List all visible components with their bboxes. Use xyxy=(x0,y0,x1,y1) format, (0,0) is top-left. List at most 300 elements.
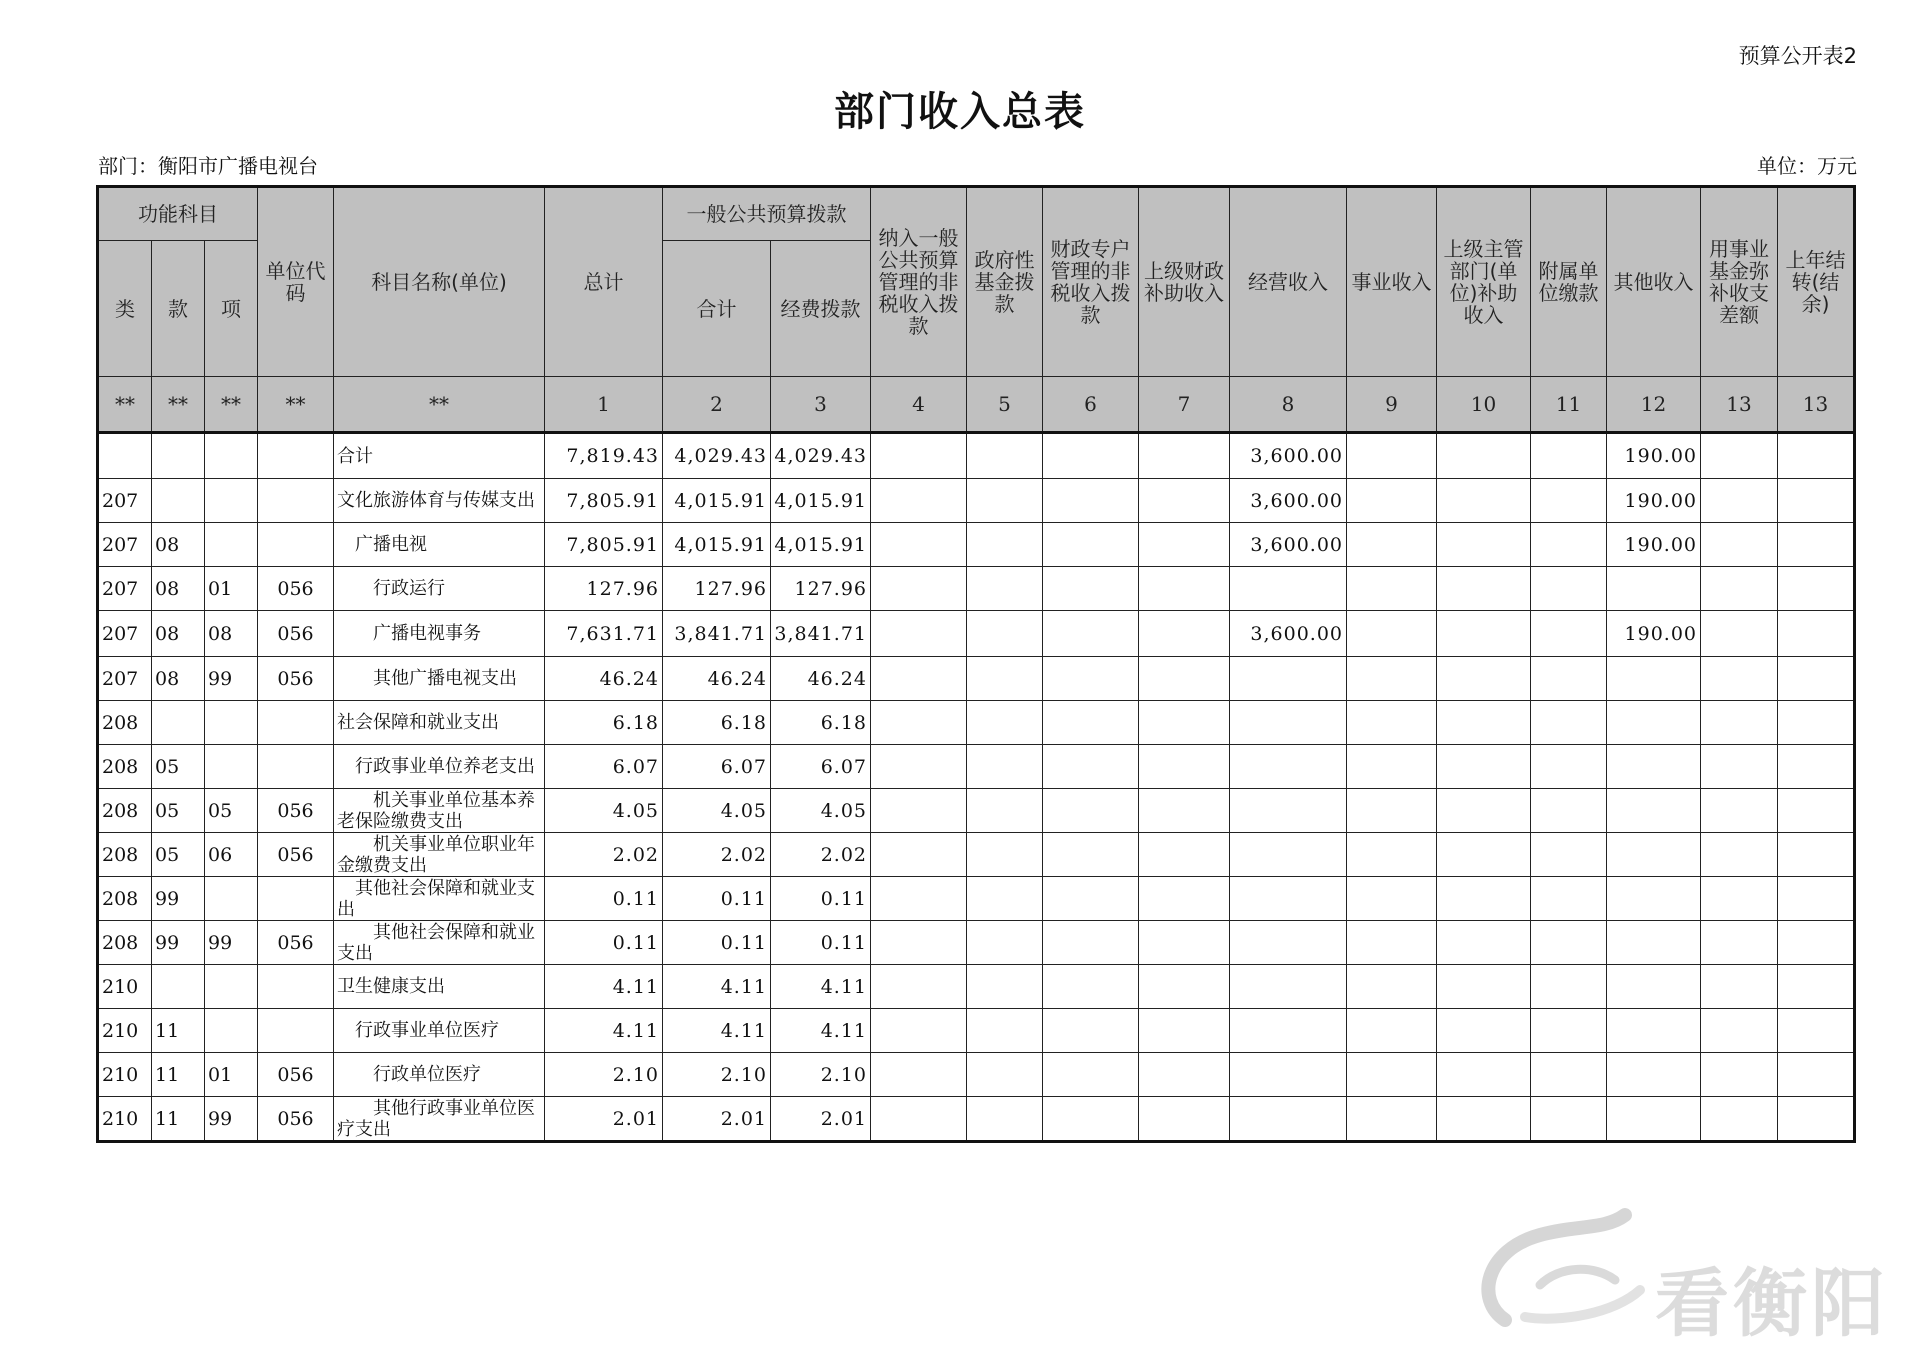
fund-balance-cell xyxy=(1701,789,1778,833)
unit-code-cell: 056 xyxy=(258,789,334,833)
carryover-cell xyxy=(1778,1009,1855,1053)
total-cell: 2.10 xyxy=(545,1053,663,1097)
gov-fund-cell xyxy=(967,657,1043,701)
index-cell: 11 xyxy=(1531,377,1607,433)
total-cell: 2.01 xyxy=(545,1097,663,1142)
non-tax-cell xyxy=(871,1009,967,1053)
other-cell: 190.00 xyxy=(1607,611,1701,657)
index-cell: 9 xyxy=(1347,377,1437,433)
fund-balance-cell xyxy=(1701,433,1778,479)
index-cell: ** xyxy=(258,377,334,433)
total-cell: 6.07 xyxy=(545,745,663,789)
table-row xyxy=(98,567,1855,611)
business-cell xyxy=(1347,789,1437,833)
lei-cell: 208 xyxy=(98,745,152,789)
other-cell: 190.00 xyxy=(1607,479,1701,523)
subject-name-cell: 行政事业单位医疗 xyxy=(334,1009,545,1053)
business-cell xyxy=(1347,745,1437,789)
table-row xyxy=(98,657,1855,701)
header-non-tax-in-budget: 纳入一般公共预算管理的非税收入拨款 xyxy=(871,187,967,377)
superior-fiscal-cell xyxy=(1139,1053,1230,1097)
affiliated-cell xyxy=(1531,921,1607,965)
non-tax-cell xyxy=(871,1053,967,1097)
affiliated-cell xyxy=(1531,567,1607,611)
subtotal-cell: 3,841.71 xyxy=(663,611,771,657)
subtotal-cell: 6.18 xyxy=(663,701,771,745)
xiang-cell xyxy=(205,1009,258,1053)
fiscal-special-cell xyxy=(1043,877,1139,921)
non-tax-cell xyxy=(871,965,967,1009)
operating-cell xyxy=(1230,833,1347,877)
total-cell: 7,819.43 xyxy=(545,433,663,479)
superior-fiscal-cell xyxy=(1139,921,1230,965)
xiang-cell: 99 xyxy=(205,921,258,965)
xiang-cell xyxy=(205,965,258,1009)
affiliated-cell xyxy=(1531,611,1607,657)
xiang-cell: 99 xyxy=(205,657,258,701)
non-tax-cell xyxy=(871,701,967,745)
superior-fiscal-cell xyxy=(1139,789,1230,833)
funds-cell: 2.02 xyxy=(771,833,871,877)
header-fund-balance: 用事业基金弥补收支差额 xyxy=(1701,187,1778,377)
fund-balance-cell xyxy=(1701,611,1778,657)
table-row xyxy=(98,877,1855,921)
index-cell: 3 xyxy=(771,377,871,433)
other-cell xyxy=(1607,877,1701,921)
subtotal-cell: 4.11 xyxy=(663,965,771,1009)
operating-cell xyxy=(1230,701,1347,745)
funds-cell: 4,029.43 xyxy=(771,433,871,479)
index-cell: 13 xyxy=(1778,377,1855,433)
index-cell: ** xyxy=(152,377,205,433)
affiliated-cell xyxy=(1531,833,1607,877)
subject-name-cell: 其他行政事业单位医疗支出 xyxy=(334,1097,545,1142)
superior-dept-cell xyxy=(1437,611,1531,657)
lei-cell: 210 xyxy=(98,1097,152,1142)
unit-code-cell xyxy=(258,523,334,567)
superior-dept-cell xyxy=(1437,433,1531,479)
gov-fund-cell xyxy=(967,921,1043,965)
total-cell: 2.02 xyxy=(545,833,663,877)
non-tax-cell xyxy=(871,745,967,789)
non-tax-cell xyxy=(871,479,967,523)
header-funds: 经费拨款 xyxy=(771,241,871,377)
unit-code-cell xyxy=(258,965,334,1009)
superior-fiscal-cell xyxy=(1139,479,1230,523)
business-cell xyxy=(1347,833,1437,877)
xiang-cell xyxy=(205,433,258,479)
other-cell xyxy=(1607,1009,1701,1053)
fund-balance-cell xyxy=(1701,657,1778,701)
lei-cell: 207 xyxy=(98,657,152,701)
kuan-cell: 08 xyxy=(152,523,205,567)
non-tax-cell xyxy=(871,567,967,611)
non-tax-cell xyxy=(871,611,967,657)
unit-code-cell: 056 xyxy=(258,833,334,877)
subject-name-cell: 机关事业单位基本养老保险缴费支出 xyxy=(334,789,545,833)
index-cell: 12 xyxy=(1607,377,1701,433)
unit-code-cell xyxy=(258,877,334,921)
business-cell xyxy=(1347,701,1437,745)
funds-cell: 2.01 xyxy=(771,1097,871,1142)
total-cell: 46.24 xyxy=(545,657,663,701)
business-cell xyxy=(1347,567,1437,611)
subject-name-cell: 广播电视事务 xyxy=(334,611,545,657)
affiliated-cell xyxy=(1531,523,1607,567)
unit-code-cell xyxy=(258,479,334,523)
other-cell xyxy=(1607,745,1701,789)
index-cell: 1 xyxy=(545,377,663,433)
table-row xyxy=(98,745,1855,789)
carryover-cell xyxy=(1778,657,1855,701)
funds-cell: 4.05 xyxy=(771,789,871,833)
subject-name-cell: 行政事业单位养老支出 xyxy=(334,745,545,789)
superior-fiscal-cell xyxy=(1139,1009,1230,1053)
affiliated-cell xyxy=(1531,789,1607,833)
kuan-cell: 08 xyxy=(152,611,205,657)
gov-fund-cell xyxy=(967,1053,1043,1097)
non-tax-cell xyxy=(871,657,967,701)
business-cell xyxy=(1347,1053,1437,1097)
index-cell: 6 xyxy=(1043,377,1139,433)
carryover-cell xyxy=(1778,523,1855,567)
lei-cell: 210 xyxy=(98,1053,152,1097)
carryover-cell xyxy=(1778,701,1855,745)
fiscal-special-cell xyxy=(1043,611,1139,657)
lei-cell: 207 xyxy=(98,611,152,657)
operating-cell xyxy=(1230,965,1347,1009)
superior-dept-cell xyxy=(1437,877,1531,921)
business-cell xyxy=(1347,523,1437,567)
total-cell: 6.18 xyxy=(545,701,663,745)
fiscal-special-cell xyxy=(1043,657,1139,701)
other-cell xyxy=(1607,965,1701,1009)
carryover-cell xyxy=(1778,965,1855,1009)
superior-fiscal-cell xyxy=(1139,567,1230,611)
subtotal-cell: 2.01 xyxy=(663,1097,771,1142)
superior-dept-cell xyxy=(1437,1097,1531,1142)
header-lei: 类 xyxy=(98,241,152,377)
fiscal-special-cell xyxy=(1043,833,1139,877)
operating-cell xyxy=(1230,877,1347,921)
table-row xyxy=(98,921,1855,965)
xiang-cell: 01 xyxy=(205,567,258,611)
unit-code-cell: 056 xyxy=(258,921,334,965)
lei-cell: 208 xyxy=(98,833,152,877)
subject-name-cell: 合计 xyxy=(334,433,545,479)
lei-cell: 207 xyxy=(98,567,152,611)
gov-fund-cell xyxy=(967,567,1043,611)
subtotal-cell: 0.11 xyxy=(663,921,771,965)
superior-fiscal-cell xyxy=(1139,965,1230,1009)
superior-dept-cell xyxy=(1437,921,1531,965)
affiliated-cell xyxy=(1531,877,1607,921)
subtotal-cell: 4.11 xyxy=(663,1009,771,1053)
funds-cell: 6.07 xyxy=(771,745,871,789)
kuan-cell: 99 xyxy=(152,877,205,921)
header-total: 总计 xyxy=(545,187,663,377)
superior-dept-cell xyxy=(1437,1009,1531,1053)
fiscal-special-cell xyxy=(1043,965,1139,1009)
subtotal-cell: 2.02 xyxy=(663,833,771,877)
header-kuan: 款 xyxy=(152,241,205,377)
affiliated-cell xyxy=(1531,1097,1607,1142)
header-subtotal: 合计 xyxy=(663,241,771,377)
fund-balance-cell xyxy=(1701,1053,1778,1097)
header-fiscal-special: 财政专户管理的非税收入拨款 xyxy=(1043,187,1139,377)
kuan-cell: 11 xyxy=(152,1053,205,1097)
total-cell: 0.11 xyxy=(545,921,663,965)
fund-balance-cell xyxy=(1701,833,1778,877)
kuan-cell: 08 xyxy=(152,657,205,701)
gov-fund-cell xyxy=(967,745,1043,789)
fund-balance-cell xyxy=(1701,479,1778,523)
unit-code-cell: 056 xyxy=(258,567,334,611)
subject-name-cell: 其他社会保障和就业支出 xyxy=(334,877,545,921)
total-cell: 7,805.91 xyxy=(545,479,663,523)
superior-fiscal-cell xyxy=(1139,745,1230,789)
lei-cell: 207 xyxy=(98,479,152,523)
index-cell: ** xyxy=(205,377,258,433)
gov-fund-cell xyxy=(967,833,1043,877)
business-cell xyxy=(1347,921,1437,965)
unit-code-cell xyxy=(258,1009,334,1053)
lei-cell: 207 xyxy=(98,523,152,567)
superior-fiscal-cell xyxy=(1139,1097,1230,1142)
index-cell: 10 xyxy=(1437,377,1531,433)
superior-dept-cell xyxy=(1437,523,1531,567)
index-cell: ** xyxy=(98,377,152,433)
table-row xyxy=(98,965,1855,1009)
unit-code-cell xyxy=(258,433,334,479)
lei-cell: 210 xyxy=(98,965,152,1009)
xiang-cell xyxy=(205,701,258,745)
operating-cell: 3,600.00 xyxy=(1230,523,1347,567)
lei-cell: 208 xyxy=(98,789,152,833)
subtotal-cell: 4,015.91 xyxy=(663,523,771,567)
fiscal-special-cell xyxy=(1043,1097,1139,1142)
other-cell xyxy=(1607,1097,1701,1142)
table-row xyxy=(98,789,1855,833)
xiang-cell: 08 xyxy=(205,611,258,657)
lei-cell: 210 xyxy=(98,1009,152,1053)
non-tax-cell xyxy=(871,1097,967,1142)
unit-code-cell: 056 xyxy=(258,1053,334,1097)
lei-cell: 208 xyxy=(98,877,152,921)
fiscal-special-cell xyxy=(1043,1009,1139,1053)
kuan-cell: 05 xyxy=(152,745,205,789)
business-cell xyxy=(1347,479,1437,523)
unit-code-cell: 056 xyxy=(258,1097,334,1142)
kuan-cell xyxy=(152,701,205,745)
operating-cell xyxy=(1230,657,1347,701)
subtotal-cell: 46.24 xyxy=(663,657,771,701)
business-cell xyxy=(1347,657,1437,701)
xiang-cell: 06 xyxy=(205,833,258,877)
fund-balance-cell xyxy=(1701,1097,1778,1142)
total-cell: 0.11 xyxy=(545,877,663,921)
subject-name-cell: 机关事业单位职业年金缴费支出 xyxy=(334,833,545,877)
fiscal-special-cell xyxy=(1043,567,1139,611)
carryover-cell xyxy=(1778,921,1855,965)
operating-cell xyxy=(1230,1053,1347,1097)
total-cell: 127.96 xyxy=(545,567,663,611)
business-cell xyxy=(1347,433,1437,479)
gov-fund-cell xyxy=(967,1097,1043,1142)
header-general-budget: 一般公共预算拨款 xyxy=(663,187,871,241)
table-row xyxy=(98,833,1855,877)
kuan-cell: 05 xyxy=(152,789,205,833)
subject-name-cell: 行政单位医疗 xyxy=(334,1053,545,1097)
non-tax-cell xyxy=(871,523,967,567)
table-row xyxy=(98,479,1855,523)
kuan-cell: 99 xyxy=(152,921,205,965)
header-superior-dept: 上级主管部门(单位)补助收入 xyxy=(1437,187,1531,377)
subtotal-cell: 6.07 xyxy=(663,745,771,789)
funds-cell: 4.11 xyxy=(771,1009,871,1053)
carryover-cell xyxy=(1778,611,1855,657)
index-cell: 4 xyxy=(871,377,967,433)
operating-cell xyxy=(1230,1097,1347,1142)
lei-cell xyxy=(98,433,152,479)
index-cell: ** xyxy=(334,377,545,433)
index-cell: 8 xyxy=(1230,377,1347,433)
gov-fund-cell xyxy=(967,965,1043,1009)
funds-cell: 2.10 xyxy=(771,1053,871,1097)
superior-fiscal-cell xyxy=(1139,611,1230,657)
income-summary-table xyxy=(96,185,1856,1143)
table-row xyxy=(98,433,1855,479)
page-title: 部门收入总表 xyxy=(834,89,1086,135)
header-gov-fund: 政府性基金拨款 xyxy=(967,187,1043,377)
non-tax-cell xyxy=(871,921,967,965)
lei-cell: 208 xyxy=(98,921,152,965)
funds-cell: 46.24 xyxy=(771,657,871,701)
subject-name-cell: 其他社会保障和就业支出 xyxy=(334,921,545,965)
lei-cell: 208 xyxy=(98,701,152,745)
gov-fund-cell xyxy=(967,523,1043,567)
fiscal-special-cell xyxy=(1043,789,1139,833)
xiang-cell xyxy=(205,523,258,567)
fund-balance-cell xyxy=(1701,701,1778,745)
gov-fund-cell xyxy=(967,611,1043,657)
kuan-cell xyxy=(152,479,205,523)
kuan-cell: 08 xyxy=(152,567,205,611)
fund-balance-cell xyxy=(1701,745,1778,789)
gov-fund-cell xyxy=(967,877,1043,921)
fund-balance-cell xyxy=(1701,1009,1778,1053)
subject-name-cell: 卫生健康支出 xyxy=(334,965,545,1009)
operating-cell: 3,600.00 xyxy=(1230,433,1347,479)
gov-fund-cell xyxy=(967,479,1043,523)
carryover-cell xyxy=(1778,789,1855,833)
table-row xyxy=(98,611,1855,657)
index-cell: 5 xyxy=(967,377,1043,433)
carryover-cell xyxy=(1778,833,1855,877)
superior-dept-cell xyxy=(1437,479,1531,523)
total-cell: 4.11 xyxy=(545,965,663,1009)
superior-fiscal-cell xyxy=(1139,657,1230,701)
gov-fund-cell xyxy=(967,789,1043,833)
xiang-cell: 01 xyxy=(205,1053,258,1097)
superior-dept-cell xyxy=(1437,657,1531,701)
operating-cell: 3,600.00 xyxy=(1230,479,1347,523)
other-cell xyxy=(1607,833,1701,877)
funds-cell: 127.96 xyxy=(771,567,871,611)
business-cell xyxy=(1347,877,1437,921)
fund-balance-cell xyxy=(1701,567,1778,611)
subtotal-cell: 0.11 xyxy=(663,877,771,921)
affiliated-cell xyxy=(1531,701,1607,745)
carryover-cell xyxy=(1778,433,1855,479)
unit-code-cell: 056 xyxy=(258,657,334,701)
fund-balance-cell xyxy=(1701,877,1778,921)
xiang-cell xyxy=(205,877,258,921)
unit-code-cell xyxy=(258,701,334,745)
header-xiang: 项 xyxy=(205,241,258,377)
xiang-cell xyxy=(205,479,258,523)
table-row xyxy=(98,1053,1855,1097)
unit-label: 单位：万元 xyxy=(1757,154,1857,178)
other-cell: 190.00 xyxy=(1607,523,1701,567)
header-subject-name: 科目名称(单位) xyxy=(334,187,545,377)
operating-cell: 3,600.00 xyxy=(1230,611,1347,657)
subtotal-cell: 4.05 xyxy=(663,789,771,833)
header-unit-code: 单位代码 xyxy=(258,187,334,377)
operating-cell xyxy=(1230,745,1347,789)
header-func-subject: 功能科目 xyxy=(98,187,258,241)
subtotal-cell: 127.96 xyxy=(663,567,771,611)
header-superior-fiscal: 上级财政补助收入 xyxy=(1139,187,1230,377)
affiliated-cell xyxy=(1531,1053,1607,1097)
total-cell: 4.05 xyxy=(545,789,663,833)
other-cell xyxy=(1607,1053,1701,1097)
superior-dept-cell xyxy=(1437,833,1531,877)
kuan-cell: 11 xyxy=(152,1009,205,1053)
fund-balance-cell xyxy=(1701,523,1778,567)
fiscal-special-cell xyxy=(1043,921,1139,965)
subtotal-cell: 4,015.91 xyxy=(663,479,771,523)
superior-dept-cell xyxy=(1437,701,1531,745)
kuan-cell: 11 xyxy=(152,1097,205,1142)
business-cell xyxy=(1347,1097,1437,1142)
total-cell: 7,631.71 xyxy=(545,611,663,657)
subject-name-cell: 行政运行 xyxy=(334,567,545,611)
funds-cell: 0.11 xyxy=(771,877,871,921)
superior-fiscal-cell xyxy=(1139,877,1230,921)
business-cell xyxy=(1347,965,1437,1009)
fiscal-special-cell xyxy=(1043,523,1139,567)
total-cell: 7,805.91 xyxy=(545,523,663,567)
fiscal-special-cell xyxy=(1043,745,1139,789)
xiang-cell: 05 xyxy=(205,789,258,833)
funds-cell: 6.18 xyxy=(771,701,871,745)
superior-dept-cell xyxy=(1437,567,1531,611)
business-cell xyxy=(1347,611,1437,657)
table-body xyxy=(98,433,1855,1142)
subject-name-cell: 其他广播电视支出 xyxy=(334,657,545,701)
other-cell xyxy=(1607,657,1701,701)
carryover-cell xyxy=(1778,479,1855,523)
other-cell xyxy=(1607,921,1701,965)
table-row xyxy=(98,523,1855,567)
table-row xyxy=(98,1097,1855,1142)
carryover-cell xyxy=(1778,745,1855,789)
subject-name-cell: 社会保障和就业支出 xyxy=(334,701,545,745)
funds-cell: 4,015.91 xyxy=(771,479,871,523)
unit-code-cell: 056 xyxy=(258,611,334,657)
index-cell: 2 xyxy=(663,377,771,433)
